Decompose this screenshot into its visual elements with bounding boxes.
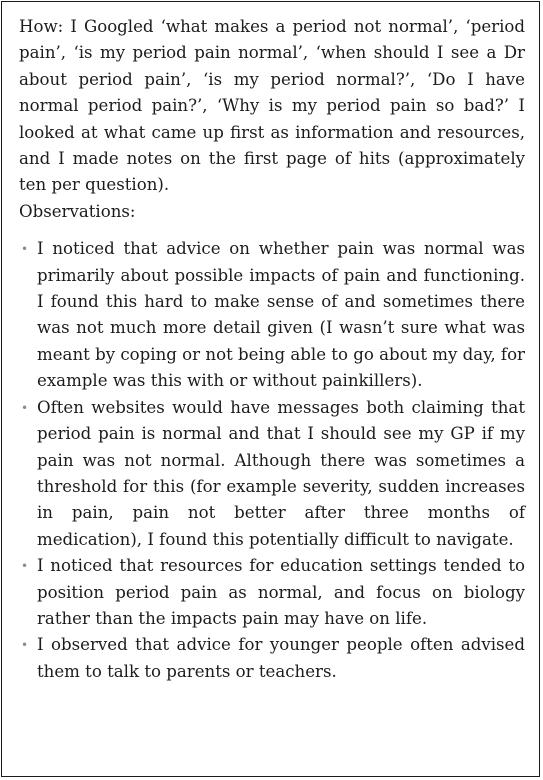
observation-item (19, 632, 525, 685)
observation-text: I observed that advice for younger people often advised them to talk to parents or teachers. (37, 635, 525, 681)
bullet-icon: • (21, 559, 29, 574)
observations-list (19, 236, 525, 685)
bullet-icon: • (21, 242, 29, 257)
observation-text: I noticed that resources for education settings tended to position period pain as normal, and focus on biology rather than the impacts pain may have on life. (37, 556, 525, 628)
observations-heading: Observations: (19, 201, 136, 221)
text-box (1, 1, 540, 777)
observation-item (19, 553, 525, 632)
bullet-icon: • (21, 638, 29, 653)
observation-item (19, 236, 525, 394)
observation-text: I noticed that advice on whether pain was normal was primarily about possible impacts of pain and functioning. I found this hard to make sense of and sometimes there was not much more detail given (I wasn’t sure what was meant by coping or not being able to go about my day, for example was this with or without painkillers). (37, 239, 525, 391)
intro-paragraph: How: I Googled ‘what makes a period not normal’, ‘period pain’, ‘is my period pain normal’, ‘when should I see a Dr about period pain’, ‘is my period normal?’, ‘Do I have normal period pain?’, ‘Why is my period pain so bad?’ I looked at what came up first as information and resources, and I made notes on the first page of hits (approximately ten per question). (19, 17, 525, 195)
bullet-icon: • (21, 400, 29, 415)
observation-item (19, 395, 525, 553)
observation-text: Often websites would have messages both claiming that period pain is normal and that I should see my GP if my pain was not normal. Although there was sometimes a threshold for this (for example severity, sudden increases in pain, pain not better after three months of medication), I found this potentially difficult to navigate. (37, 397, 525, 549)
